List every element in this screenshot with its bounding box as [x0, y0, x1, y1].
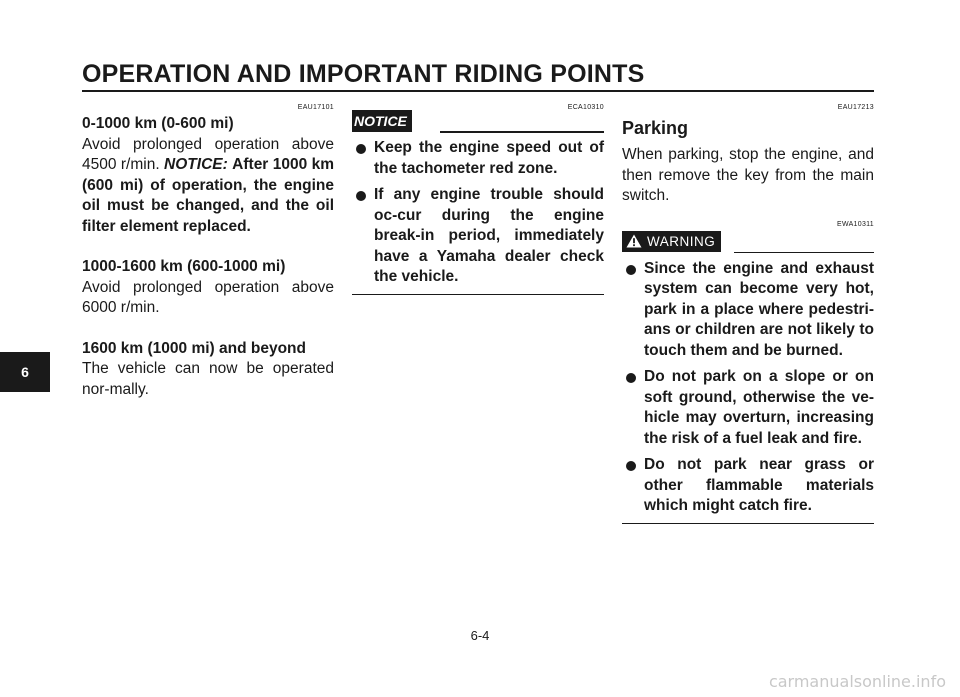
warning-code: EWA10311	[836, 220, 874, 228]
bullet-icon	[626, 265, 636, 275]
chapter-tab: 6	[0, 352, 50, 392]
section-heading: 1600 km (1000 mi) and beyond	[82, 339, 306, 357]
section-code: EAU17213	[837, 104, 874, 111]
section-paragraph: The vehicle can now be operated nor-mally.	[82, 360, 334, 398]
warning-label: WARNING	[622, 231, 721, 252]
notice-rule	[440, 131, 604, 133]
column-break-in	[82, 104, 334, 400]
page-number: 6-4	[470, 628, 490, 643]
page-header-title: OPERATION AND IMPORTANT RIDING POINTS	[82, 60, 645, 88]
list-item: Do not park on a slope or on soft ground, otherwise the ve-hicle may overturn, increasing the risk of a fuel leak and fire.	[622, 367, 874, 449]
notice-inline-label: NOTICE:	[164, 156, 228, 173]
paragraph-text: Avoid prolonged operation above 4500 r/min.	[82, 135, 334, 173]
list-item: Keep the engine speed out of the tachometer red zone.	[352, 138, 604, 179]
notice-inline-text: After 1000 km (600 mi) of operation, the engine oil must be changed, and the oil filter element replaced.	[82, 156, 335, 235]
bullet-icon	[626, 461, 636, 471]
list-item: Do not park near grass or other flammable materials which might catch fire.	[622, 455, 874, 517]
section-code: EAU17101	[297, 104, 334, 111]
section-heading: 1000-1600 km (600-1000 mi)	[82, 258, 286, 275]
warning-triangle-icon	[626, 234, 642, 248]
section-heading: Parking	[622, 118, 689, 138]
column-notice	[352, 104, 604, 295]
list-item: If any engine trouble should oc-cur during the engine break-in period, immediately have a Yamaha dealer check the vehicle.	[352, 185, 604, 288]
notice-end-rule	[352, 294, 604, 296]
column-parking	[622, 104, 874, 524]
notice-header	[352, 104, 604, 138]
section-paragraph: Avoid prolonged operation above 6000 r/min.	[82, 278, 334, 316]
warning-end-rule	[622, 523, 874, 525]
notice-label: NOTICE	[352, 110, 412, 132]
header-rule	[82, 90, 874, 92]
warning-list	[622, 259, 874, 517]
notice-code: ECA10310	[567, 104, 604, 111]
bullet-icon	[356, 191, 366, 201]
section-paragraph	[82, 135, 334, 238]
list-item: Since the engine and exhaust system can become very hot, park in a place where pedestri-ans or children are not likely to touch them and be burned.	[622, 259, 874, 362]
section-paragraph: When parking, stop the engine, and then remove the key from the main switch.	[622, 146, 874, 204]
warning-rule	[734, 252, 874, 254]
bullet-icon	[626, 373, 636, 383]
notice-list	[352, 138, 604, 288]
bullet-icon	[356, 144, 366, 154]
watermark: carmanualsonline.info	[768, 672, 946, 691]
section-heading: 0-1000 km (0-600 mi)	[82, 115, 234, 132]
warning-header	[622, 221, 874, 259]
